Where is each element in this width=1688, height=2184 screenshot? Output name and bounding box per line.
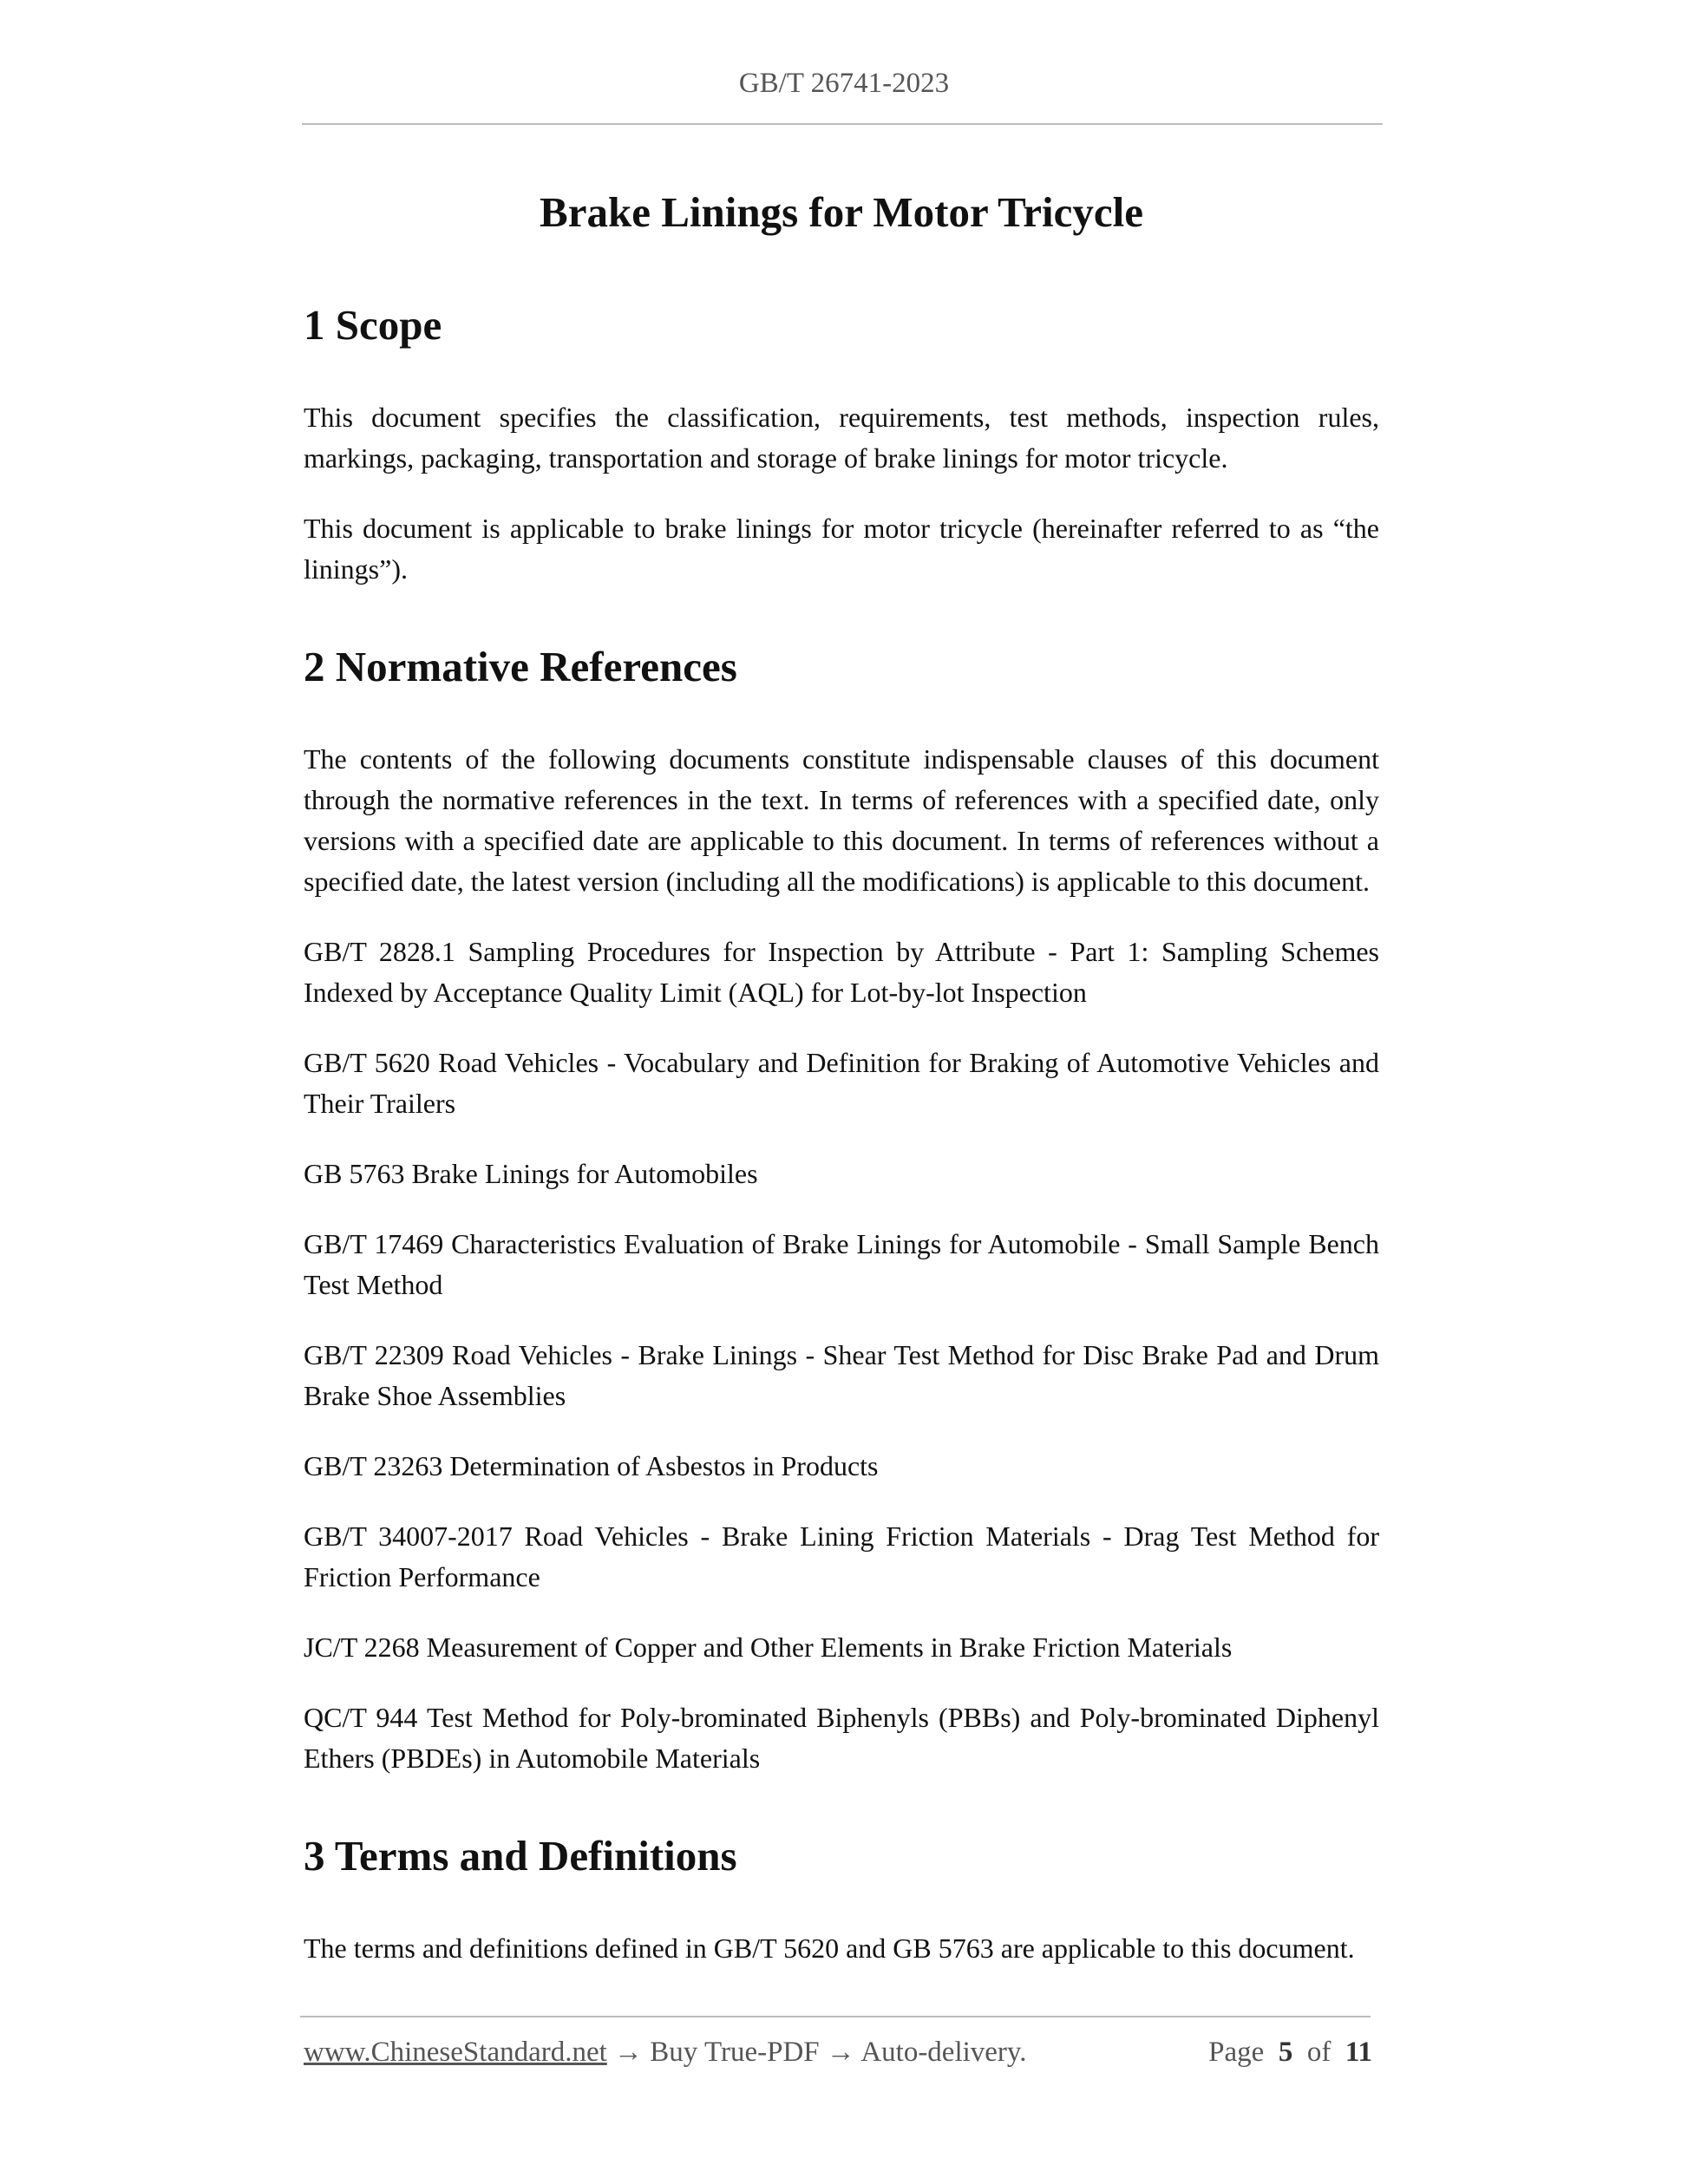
reference-item: GB 5763 Brake Linings for Automobiles: [304, 1158, 758, 1189]
reference-item: GB/T 23263 Determination of Asbestos in Products: [304, 1450, 879, 1481]
website-link[interactable]: www.ChineseStandard.net: [304, 2037, 607, 2068]
header-divider: [302, 123, 1383, 125]
footer-divider: [300, 2016, 1371, 2017]
reference-item: GB/T 22309 Road Vehicles - Brake Linings - Shear Test Method for Disc Brake Pad and Drum Brake Shoe Assemblies: [304, 1339, 1379, 1411]
document-body: [304, 182, 1379, 1969]
buy-true-pdf-text: Buy True-PDF: [650, 2037, 820, 2068]
reference-item: JC/T 2268 Measurement of Copper and Other Elements in Brake Friction Materials: [304, 1631, 1233, 1663]
auto-delivery-text: Auto-delivery.: [860, 2037, 1027, 2068]
scope-paragraph: This document specifies the classification, requirements, test methods, inspection rules, markings, packaging, transportation and storage of brake linings for motor tricycle.: [304, 402, 1379, 474]
page-indicator: [1208, 2037, 1372, 2069]
arrow-right-icon: →: [826, 2037, 855, 2068]
terms-paragraph: The terms and definitions defined in GB/T 5620 and GB 5763 are applicable to this document.: [304, 1932, 1355, 1964]
reference-item: GB/T 17469 Characteristics Evaluation of Brake Linings for Automobile - Small Sample Bench Test Method: [304, 1228, 1379, 1300]
page-of-label: of: [1306, 2037, 1331, 2068]
page-label: Page: [1208, 2037, 1265, 2068]
arrow-right-icon: →: [614, 2037, 644, 2068]
reference-item: GB/T 34007-2017 Road Vehicles - Brake Lining Friction Materials - Drag Test Method for Friction Performance: [304, 1520, 1379, 1592]
scope-paragraph: This document is applicable to brake linings for motor tricycle (hereinafter referred to as “the linings”).: [304, 513, 1379, 585]
footer-left: [304, 2037, 1027, 2069]
reference-item: GB/T 5620 Road Vehicles - Vocabulary and Definition for Braking of Automotive Vehicles and Their Trailers: [304, 1047, 1379, 1119]
reference-item: GB/T 2828.1 Sampling Procedures for Inspection by Attribute - Part 1: Sampling Schemes Indexed by Acceptance Quality Limit (AQL) for Lot-by-lot Inspection: [304, 936, 1379, 1008]
section-heading-terms-and-definitions: 3 Terms and Definitions: [304, 1832, 737, 1880]
section-heading-normative-references: 2 Normative References: [304, 643, 737, 690]
document-title: Brake Linings for Motor Tricycle: [540, 188, 1143, 236]
footer: [304, 2037, 1372, 2069]
normative-intro-paragraph: The contents of the following documents constitute indispensable clauses of this document through the normative references in the text. In terms of references with a specified date, only versions with a specified date are applicable to this document. In terms of references without a specified date, the latest version (including all the modifications) is applicable to this document.: [304, 743, 1379, 897]
page-total: 11: [1345, 2037, 1372, 2068]
reference-item: QC/T 944 Test Method for Poly-brominated Biphenyls (PBBs) and Poly-brominated Diphenyl Ethers (PBDEs) in Automobile Materials: [304, 1702, 1379, 1774]
header-doc-code: GB/T 26741-2023: [738, 68, 950, 99]
section-heading-scope: 1 Scope: [304, 301, 442, 349]
page-current: 5: [1278, 2037, 1293, 2068]
